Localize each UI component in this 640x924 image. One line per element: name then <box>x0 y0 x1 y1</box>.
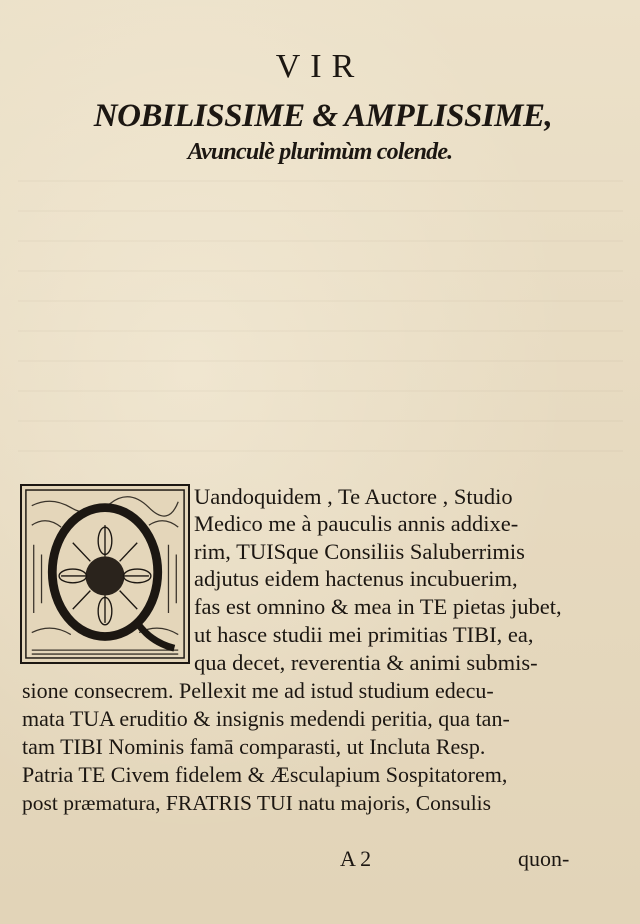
signature-mark: A 2 <box>340 846 372 871</box>
heading-title: NOBILISSIME & AMPLISSIME, <box>93 98 553 134</box>
body-line-6: ut hasce studii mei primitias TIBI, ea, <box>194 622 534 647</box>
decorated-initial <box>20 484 190 664</box>
catchword: quon- <box>518 846 570 871</box>
heading-subtitle: Avunculè plurimùm colende. <box>187 139 453 165</box>
body-line-4: adjutus eidem hactenus incubuerim, <box>194 566 518 591</box>
bleed-through-area <box>18 180 623 470</box>
body-line-2: Medico me à pauculis annis addixe- <box>194 511 519 536</box>
body-line-9: mata TUA eruditio & insignis medendi peritia, qua tan- <box>22 706 510 731</box>
body-line-8: sione consecrem. Pellexit me ad istud studium edecu- <box>22 678 494 703</box>
body-line-7: qua decet, reverentia & animi submis- <box>194 650 538 675</box>
ornament-flower-icon <box>22 486 188 662</box>
page-footer <box>0 846 640 874</box>
body-line-12: post præmatura, FRATRIS TUI natu majoris, Consulis <box>22 791 492 815</box>
body-line-3: rim, TUISque Consiliis Saluberrimis <box>194 539 525 564</box>
body-line-1: Uandoquidem , Te Auctore , Studio <box>194 484 513 509</box>
body-line-11: Patria TE Civem fidelem & Æsculapium Sospitatorem, <box>22 762 508 787</box>
body-line-10: tam TIBI Nominis famā comparasti, ut Incluta Resp. <box>22 734 486 759</box>
heading-vir: VIR <box>275 48 365 85</box>
body-line-5: fas est omnino & mea in TE pietas jubet, <box>194 594 562 619</box>
